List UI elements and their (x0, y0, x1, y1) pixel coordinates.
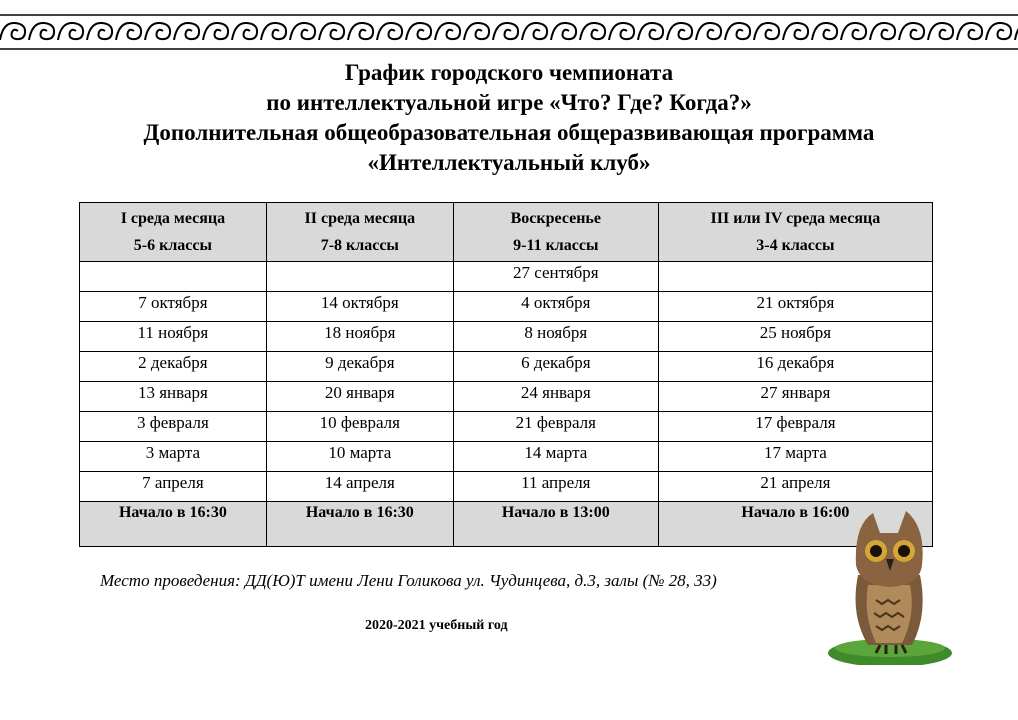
date-cell: 14 марта (453, 442, 658, 472)
date-cell: 7 апреля (80, 472, 267, 502)
header-cell (266, 203, 453, 262)
table-row (80, 472, 933, 502)
date-cell: 24 января (453, 382, 658, 412)
date-cell: 3 марта (80, 442, 267, 472)
date-cell: 16 декабря (658, 352, 932, 382)
table-header-row (80, 203, 933, 262)
header-grades: 7-8 классы (320, 237, 399, 254)
start-time-cell: Начало в 16:00 (658, 502, 932, 547)
date-cell: 2 декабря (80, 352, 267, 382)
date-cell: 10 февраля (266, 412, 453, 442)
header-cell (80, 203, 267, 262)
date-cell: 9 декабря (266, 352, 453, 382)
header-grades: 3-4 классы (756, 237, 835, 254)
date-cell: 6 декабря (453, 352, 658, 382)
title-line-2: по интеллектуальной игре «Что? Где? Когда?» (266, 90, 752, 115)
table-row (80, 322, 933, 352)
header-cell (658, 203, 932, 262)
date-cell: 18 ноября (266, 322, 453, 352)
date-cell: 17 февраля (658, 412, 932, 442)
date-cell: 10 марта (266, 442, 453, 472)
start-time-cell: Начало в 16:30 (266, 502, 453, 547)
date-cell: 14 октября (266, 292, 453, 322)
date-cell: 21 октября (658, 292, 932, 322)
header-day: II среда месяца (304, 210, 416, 227)
date-cell: 27 сентября (453, 262, 658, 292)
owl-icon (828, 505, 953, 665)
header-day: I среда месяца (120, 210, 226, 227)
header-grades: 9-11 классы (513, 237, 599, 254)
table-row (80, 262, 933, 292)
header-cell (453, 203, 658, 262)
top-decorative-border (0, 12, 1018, 52)
start-time-cell: Начало в 16:30 (80, 502, 267, 547)
date-cell: 25 ноября (658, 322, 932, 352)
date-cell: 11 ноября (80, 322, 267, 352)
table-row (80, 352, 933, 382)
document-title (0, 58, 1018, 178)
date-cell: 8 ноября (453, 322, 658, 352)
date-cell: 20 января (266, 382, 453, 412)
header-day: III или IV среда месяца (710, 210, 881, 227)
start-time-cell: Начало в 13:00 (453, 502, 658, 547)
header-day: Воскресенье (510, 210, 601, 227)
title-line-4: «Интеллектуальный клуб» (367, 150, 651, 175)
start-time-row (80, 502, 933, 547)
table-row (80, 442, 933, 472)
table-row (80, 382, 933, 412)
date-cell: 3 февраля (80, 412, 267, 442)
school-year-text: 2020-2021 учебный год (365, 618, 508, 633)
date-cell: 4 октября (453, 292, 658, 322)
table-row (80, 412, 933, 442)
date-cell (80, 262, 267, 292)
date-cell: 7 октября (80, 292, 267, 322)
date-cell (266, 262, 453, 292)
title-line-3: Дополнительная общеобразовательная общеразвивающая программа (143, 120, 875, 145)
table-row (80, 292, 933, 322)
schedule-table (79, 202, 933, 547)
title-line-1: График городского чемпионата (344, 60, 674, 85)
date-cell: 27 января (658, 382, 932, 412)
date-cell: 17 марта (658, 442, 932, 472)
date-cell: 13 января (80, 382, 267, 412)
date-cell: 21 февраля (453, 412, 658, 442)
date-cell: 14 апреля (266, 472, 453, 502)
venue-text: Место проведения: ДД(Ю)Т имени Лени Голикова ул. Чудинцева, д.3, залы (№ 28, 33) (100, 571, 717, 590)
date-cell (658, 262, 932, 292)
date-cell: 21 апреля (658, 472, 932, 502)
header-grades: 5-6 классы (133, 237, 212, 254)
date-cell: 11 апреля (453, 472, 658, 502)
